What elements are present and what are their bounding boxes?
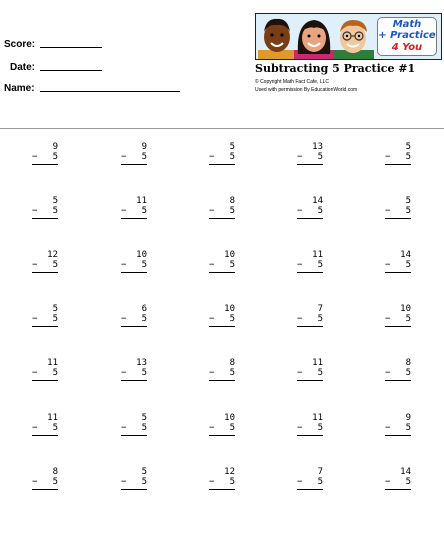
minuend: 14 [400,250,411,260]
minus-sign: − [121,368,127,378]
minus-sign: − [209,260,215,270]
logo-text-practice: + Practice [378,30,436,41]
minuend: 9 [405,413,411,423]
minuend: 7 [317,304,323,314]
answer-line[interactable] [121,218,147,219]
subtraction-problem [385,304,411,338]
minuend: 9 [141,142,147,152]
answer-line[interactable] [385,326,411,327]
subtraction-problem [209,304,235,338]
subtrahend: 5 [405,477,411,487]
minus-sign: − [32,368,38,378]
minuend: 11 [312,358,323,368]
subtrahend: 5 [405,206,411,216]
subtraction-problem [121,142,147,176]
minus-sign: − [32,206,38,216]
minuend: 11 [136,196,147,206]
minuend: 9 [52,142,58,152]
minus-sign: − [32,260,38,270]
worksheet-title: Subtracting 5 Practice #1 [255,62,416,75]
minus-sign: − [121,206,127,216]
subtrahend: 5 [141,152,147,162]
minus-sign: − [32,477,38,487]
subtraction-problem [297,358,323,392]
subtraction-problem [121,467,147,501]
subtraction-problem [32,142,58,176]
answer-line[interactable] [297,272,323,273]
minuend: 7 [317,467,323,477]
answer-line[interactable] [385,435,411,436]
permission-text: Used with permission By EducationWorld.com [255,87,358,93]
minus-sign: − [297,368,303,378]
answer-line[interactable] [32,272,58,273]
subtrahend: 5 [52,423,58,433]
minus-sign: − [297,314,303,324]
subtraction-problem [297,142,323,176]
minuend: 11 [47,413,58,423]
minuend: 10 [136,250,147,260]
subtraction-problem [385,250,411,284]
subtraction-problem [121,250,147,284]
subtrahend: 5 [141,260,147,270]
minuend: 5 [141,413,147,423]
minuend: 14 [312,196,323,206]
subtrahend: 5 [229,152,235,162]
subtraction-problem [297,467,323,501]
subtraction-problem [121,196,147,230]
subtraction-problem [385,196,411,230]
subtraction-problem [209,467,235,501]
minuend: 11 [312,250,323,260]
minus-sign: − [385,206,391,216]
subtrahend: 5 [141,206,147,216]
subtrahend: 5 [405,314,411,324]
answer-line[interactable] [209,326,235,327]
subtrahend: 5 [141,368,147,378]
answer-line[interactable] [121,489,147,490]
subtraction-problem [121,413,147,447]
subtrahend: 5 [52,206,58,216]
subtraction-problem [209,196,235,230]
score-label: Score: [4,39,36,50]
name-label: Name: [4,83,35,94]
minus-sign: − [297,152,303,162]
answer-line[interactable] [209,218,235,219]
minuend: 10 [224,304,235,314]
answer-line[interactable] [32,326,58,327]
subtraction-problem [385,358,411,392]
minus-sign: − [209,314,215,324]
answer-line[interactable] [121,435,147,436]
subtraction-problem [297,196,323,230]
minuend: 12 [47,250,58,260]
subtrahend: 5 [229,206,235,216]
answer-line[interactable] [32,218,58,219]
minus-sign: − [209,477,215,487]
answer-line[interactable] [297,380,323,381]
subtraction-problem [297,250,323,284]
subtraction-problem [32,358,58,392]
subtraction-problem [385,413,411,447]
subtraction-problem [385,467,411,501]
answer-line[interactable] [385,489,411,490]
subtrahend: 5 [52,314,58,324]
minus-sign: − [297,423,303,433]
minus-sign: − [209,368,215,378]
answer-line[interactable] [209,164,235,165]
subtrahend: 5 [141,423,147,433]
subtrahend: 5 [141,477,147,487]
subtraction-problem [32,467,58,501]
subtrahend: 5 [317,206,323,216]
minuend: 10 [224,413,235,423]
subtraction-problem [121,358,147,392]
minuend: 10 [400,304,411,314]
subtrahend: 5 [317,477,323,487]
minuend: 11 [312,413,323,423]
subtraction-problem [297,413,323,447]
subtraction-problem [209,250,235,284]
subtraction-problem [32,196,58,230]
subtraction-problem [297,304,323,338]
subtrahend: 5 [317,314,323,324]
minuend: 8 [52,467,58,477]
subtrahend: 5 [229,314,235,324]
subtrahend: 5 [141,314,147,324]
answer-line[interactable] [209,380,235,381]
subtrahend: 5 [405,423,411,433]
minuend: 5 [405,196,411,206]
minus-sign: − [209,206,215,216]
minuend: 5 [229,142,235,152]
minus-sign: − [32,423,38,433]
minus-sign: − [209,152,215,162]
minus-sign: − [121,314,127,324]
minuend: 8 [405,358,411,368]
minuend: 5 [52,304,58,314]
minus-sign: − [385,314,391,324]
answer-line[interactable] [385,380,411,381]
minus-sign: − [297,206,303,216]
answer-line[interactable] [297,489,323,490]
minuend: 13 [312,142,323,152]
minuend: 6 [141,304,147,314]
answer-line[interactable] [209,272,235,273]
answer-line[interactable] [385,164,411,165]
subtraction-problem [209,142,235,176]
minuend: 14 [400,467,411,477]
subtrahend: 5 [405,260,411,270]
subtrahend: 5 [317,423,323,433]
subtrahend: 5 [317,368,323,378]
minus-sign: − [121,152,127,162]
minuend: 5 [405,142,411,152]
minuend: 12 [224,467,235,477]
subtrahend: 5 [52,477,58,487]
subtraction-problem [385,142,411,176]
minus-sign: − [121,260,127,270]
answer-line[interactable] [209,489,235,490]
answer-line[interactable] [385,218,411,219]
minus-sign: − [385,423,391,433]
answer-line[interactable] [209,435,235,436]
minuend: 5 [52,196,58,206]
subtrahend: 5 [405,368,411,378]
answer-line[interactable] [121,164,147,165]
minus-sign: − [32,152,38,162]
subtrahend: 5 [317,260,323,270]
subtrahend: 5 [52,368,58,378]
minus-sign: − [385,477,391,487]
subtrahend: 5 [405,152,411,162]
minus-sign: − [385,368,391,378]
answer-line[interactable] [121,380,147,381]
minuend: 10 [224,250,235,260]
subtrahend: 5 [229,368,235,378]
minus-sign: − [209,423,215,433]
minus-sign: − [121,477,127,487]
subtraction-problem [121,304,147,338]
minus-sign: − [297,260,303,270]
minus-sign: − [121,423,127,433]
answer-line[interactable] [32,164,58,165]
minus-sign: − [385,152,391,162]
subtraction-problem [32,250,58,284]
minuend: 5 [141,467,147,477]
answer-line[interactable] [385,272,411,273]
answer-line[interactable] [297,326,323,327]
logo-text-math: Math [392,19,422,30]
answer-line[interactable] [121,272,147,273]
answer-line[interactable] [297,164,323,165]
copyright-text: © Copyright Math Fact Cafe, LLC [255,79,329,85]
subtrahend: 5 [52,152,58,162]
subtraction-problem [209,358,235,392]
subtrahend: 5 [229,477,235,487]
subtrahend: 5 [52,260,58,270]
subtraction-problem [32,304,58,338]
minus-sign: − [32,314,38,324]
minuend: 13 [136,358,147,368]
minuend: 8 [229,196,235,206]
logo-text-4you: 4 You [391,42,423,53]
answer-line[interactable] [297,218,323,219]
minus-sign: − [297,477,303,487]
date-label: Date: [10,62,36,73]
subtraction-problem [32,413,58,447]
minuend: 8 [229,358,235,368]
subtraction-problem [209,413,235,447]
minus-sign: − [385,260,391,270]
minuend: 11 [47,358,58,368]
subtrahend: 5 [317,152,323,162]
answer-line[interactable] [121,326,147,327]
subtrahend: 5 [229,260,235,270]
subtrahend: 5 [229,423,235,433]
answer-line[interactable] [32,380,58,381]
answer-line[interactable] [32,435,58,436]
answer-line[interactable] [32,489,58,490]
answer-line[interactable] [297,435,323,436]
